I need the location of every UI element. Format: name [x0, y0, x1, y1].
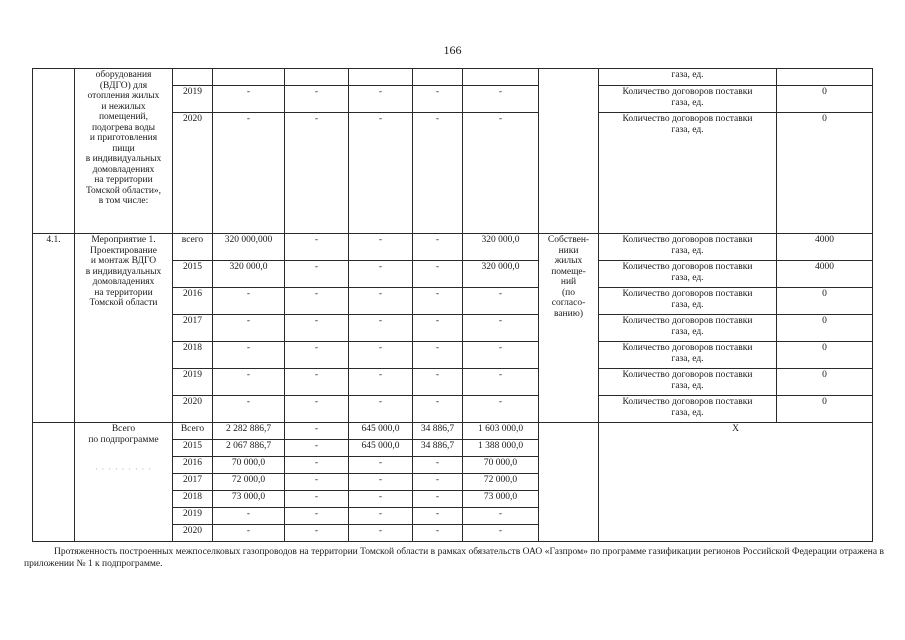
subtotal-name	[75, 423, 173, 542]
indicator-cell: Количество договоров поставки газа, ед.	[599, 315, 777, 342]
total-cell: 2 282 886,7	[213, 423, 285, 440]
program-table	[32, 68, 873, 542]
total-cell: 70 000,0	[213, 457, 285, 474]
faint-mark: · · · · · · · · ·	[95, 465, 152, 474]
indicator-cell: Количество договоров поставки газа, ед.	[599, 234, 777, 261]
subtotal-label: Всего по подпрограмме	[88, 424, 159, 445]
year-cell	[173, 69, 213, 86]
local-cell	[413, 69, 463, 86]
extra-cell: 1 603 000,0	[463, 423, 539, 440]
extra-cell: -	[463, 86, 539, 113]
year-cell: 2015	[173, 440, 213, 457]
executor-cell: Собствен- ники жилых помеще- ний (по согласо- ванию)	[539, 234, 599, 423]
year-cell: 2019	[173, 508, 213, 525]
local-cell: -	[413, 457, 463, 474]
regional-cell: -	[349, 474, 413, 491]
table-row	[33, 69, 873, 86]
federal-cell: -	[285, 261, 349, 288]
year-cell: 2017	[173, 474, 213, 491]
event-name: оборудования (ВДГО) для отопления жилых и нежилых помещений, подогрева воды и приготовления пищи в индивидуальных домовладениях на территории Томской области», в том числе:	[75, 69, 173, 234]
indicator-cell: Количество договоров поставки газа, ед.	[599, 396, 777, 423]
local-cell: -	[413, 113, 463, 234]
total-cell: 2 067 886,7	[213, 440, 285, 457]
indicator-value: 4000	[777, 234, 873, 261]
total-cell: -	[213, 396, 285, 423]
federal-cell: -	[285, 234, 349, 261]
indicator-cell: газа, ед.	[599, 69, 777, 86]
extra-cell: 320 000,0	[463, 261, 539, 288]
local-cell: -	[413, 525, 463, 542]
indicator-cell: Количество договоров поставки газа, ед.	[599, 342, 777, 369]
local-cell: 34 886,7	[413, 440, 463, 457]
extra-cell	[463, 69, 539, 86]
extra-cell: 70 000,0	[463, 457, 539, 474]
executor-cell	[539, 423, 599, 542]
year-cell: 2020	[173, 113, 213, 234]
page-number: 166	[443, 43, 462, 57]
year-cell: 2019	[173, 369, 213, 396]
table-row	[33, 234, 873, 261]
indicator-value: 4000	[777, 261, 873, 288]
extra-cell: 73 000,0	[463, 491, 539, 508]
year-cell: 2020	[173, 396, 213, 423]
local-cell: -	[413, 315, 463, 342]
year-cell: всего	[173, 234, 213, 261]
extra-cell: -	[463, 342, 539, 369]
indicator-cell: Количество договоров поставки газа, ед.	[599, 261, 777, 288]
indicator-value: 0	[777, 288, 873, 315]
year-cell: 2016	[173, 457, 213, 474]
total-cell: 72 000,0	[213, 474, 285, 491]
total-cell: 320 000,0	[213, 261, 285, 288]
local-cell: -	[413, 288, 463, 315]
federal-cell: -	[285, 342, 349, 369]
footnote: Протяженность построенных межпоселковых газопроводов на территории Томской области в рамках обязательств ОАО «Газпром» по программе газификации регионов Российской Федерации отражена в приложении № 1 к подпрограмме.	[24, 547, 884, 569]
federal-cell: -	[285, 525, 349, 542]
local-cell: -	[413, 508, 463, 525]
indicator-value: 0	[777, 86, 873, 113]
regional-cell: -	[349, 396, 413, 423]
indicator-value: 0	[777, 342, 873, 369]
federal-cell: -	[285, 396, 349, 423]
regional-cell	[349, 69, 413, 86]
indicator-value	[777, 69, 873, 86]
federal-cell: -	[285, 86, 349, 113]
year-cell: Всего	[173, 423, 213, 440]
total-cell: -	[213, 113, 285, 234]
subtotal-indicator: X	[599, 423, 873, 542]
total-cell	[213, 69, 285, 86]
total-cell: -	[213, 86, 285, 113]
indicator-cell: Количество договоров поставки газа, ед.	[599, 113, 777, 234]
local-cell: -	[413, 369, 463, 396]
regional-cell: -	[349, 261, 413, 288]
regional-cell: 645 000,0	[349, 423, 413, 440]
table-row	[33, 423, 873, 440]
regional-cell: -	[349, 525, 413, 542]
regional-cell: -	[349, 113, 413, 234]
local-cell: -	[413, 491, 463, 508]
total-cell: -	[213, 342, 285, 369]
local-cell: 34 886,7	[413, 423, 463, 440]
total-cell: -	[213, 315, 285, 342]
year-cell: 2017	[173, 315, 213, 342]
year-cell: 2018	[173, 342, 213, 369]
extra-cell: -	[463, 113, 539, 234]
regional-cell: -	[349, 86, 413, 113]
year-cell: 2016	[173, 288, 213, 315]
number-cell	[33, 423, 75, 542]
federal-cell: -	[285, 423, 349, 440]
extra-cell: 72 000,0	[463, 474, 539, 491]
regional-cell: -	[349, 288, 413, 315]
local-cell: -	[413, 342, 463, 369]
extra-cell: 1 388 000,0	[463, 440, 539, 457]
regional-cell: -	[349, 508, 413, 525]
federal-cell: -	[285, 508, 349, 525]
federal-cell: -	[285, 474, 349, 491]
total-cell: 73 000,0	[213, 491, 285, 508]
extra-cell: -	[463, 396, 539, 423]
executor-cell	[539, 69, 599, 234]
local-cell: -	[413, 86, 463, 113]
federal-cell: -	[285, 440, 349, 457]
indicator-cell: Количество договоров поставки газа, ед.	[599, 86, 777, 113]
total-cell: -	[213, 288, 285, 315]
regional-cell: -	[349, 491, 413, 508]
regional-cell: -	[349, 457, 413, 474]
extra-cell: -	[463, 369, 539, 396]
number-cell	[33, 69, 75, 234]
local-cell: -	[413, 234, 463, 261]
extra-cell: -	[463, 315, 539, 342]
regional-cell: 645 000,0	[349, 440, 413, 457]
total-cell: 320 000,000	[213, 234, 285, 261]
federal-cell: -	[285, 288, 349, 315]
year-cell: 2015	[173, 261, 213, 288]
year-cell: 2018	[173, 491, 213, 508]
extra-cell: -	[463, 508, 539, 525]
federal-cell	[285, 69, 349, 86]
year-cell: 2020	[173, 525, 213, 542]
extra-cell: -	[463, 288, 539, 315]
federal-cell: -	[285, 491, 349, 508]
indicator-cell: Количество договоров поставки газа, ед.	[599, 288, 777, 315]
regional-cell: -	[349, 369, 413, 396]
regional-cell: -	[349, 315, 413, 342]
total-cell: -	[213, 525, 285, 542]
federal-cell: -	[285, 369, 349, 396]
total-cell: -	[213, 369, 285, 396]
indicator-cell: Количество договоров поставки газа, ед.	[599, 369, 777, 396]
federal-cell: -	[285, 113, 349, 234]
local-cell: -	[413, 396, 463, 423]
indicator-value: 0	[777, 396, 873, 423]
event-name: Мероприятие 1. Проектирование и монтаж ВДГО в индивидуальных домовладениях на территории Томской области	[75, 234, 173, 423]
federal-cell: -	[285, 315, 349, 342]
regional-cell: -	[349, 234, 413, 261]
indicator-value: 0	[777, 113, 873, 234]
number-cell: 4.1.	[33, 234, 75, 423]
regional-cell: -	[349, 342, 413, 369]
total-cell: -	[213, 508, 285, 525]
year-cell: 2019	[173, 86, 213, 113]
indicator-value: 0	[777, 369, 873, 396]
extra-cell: 320 000,0	[463, 234, 539, 261]
extra-cell: -	[463, 525, 539, 542]
local-cell: -	[413, 474, 463, 491]
federal-cell: -	[285, 457, 349, 474]
indicator-value: 0	[777, 315, 873, 342]
local-cell: -	[413, 261, 463, 288]
